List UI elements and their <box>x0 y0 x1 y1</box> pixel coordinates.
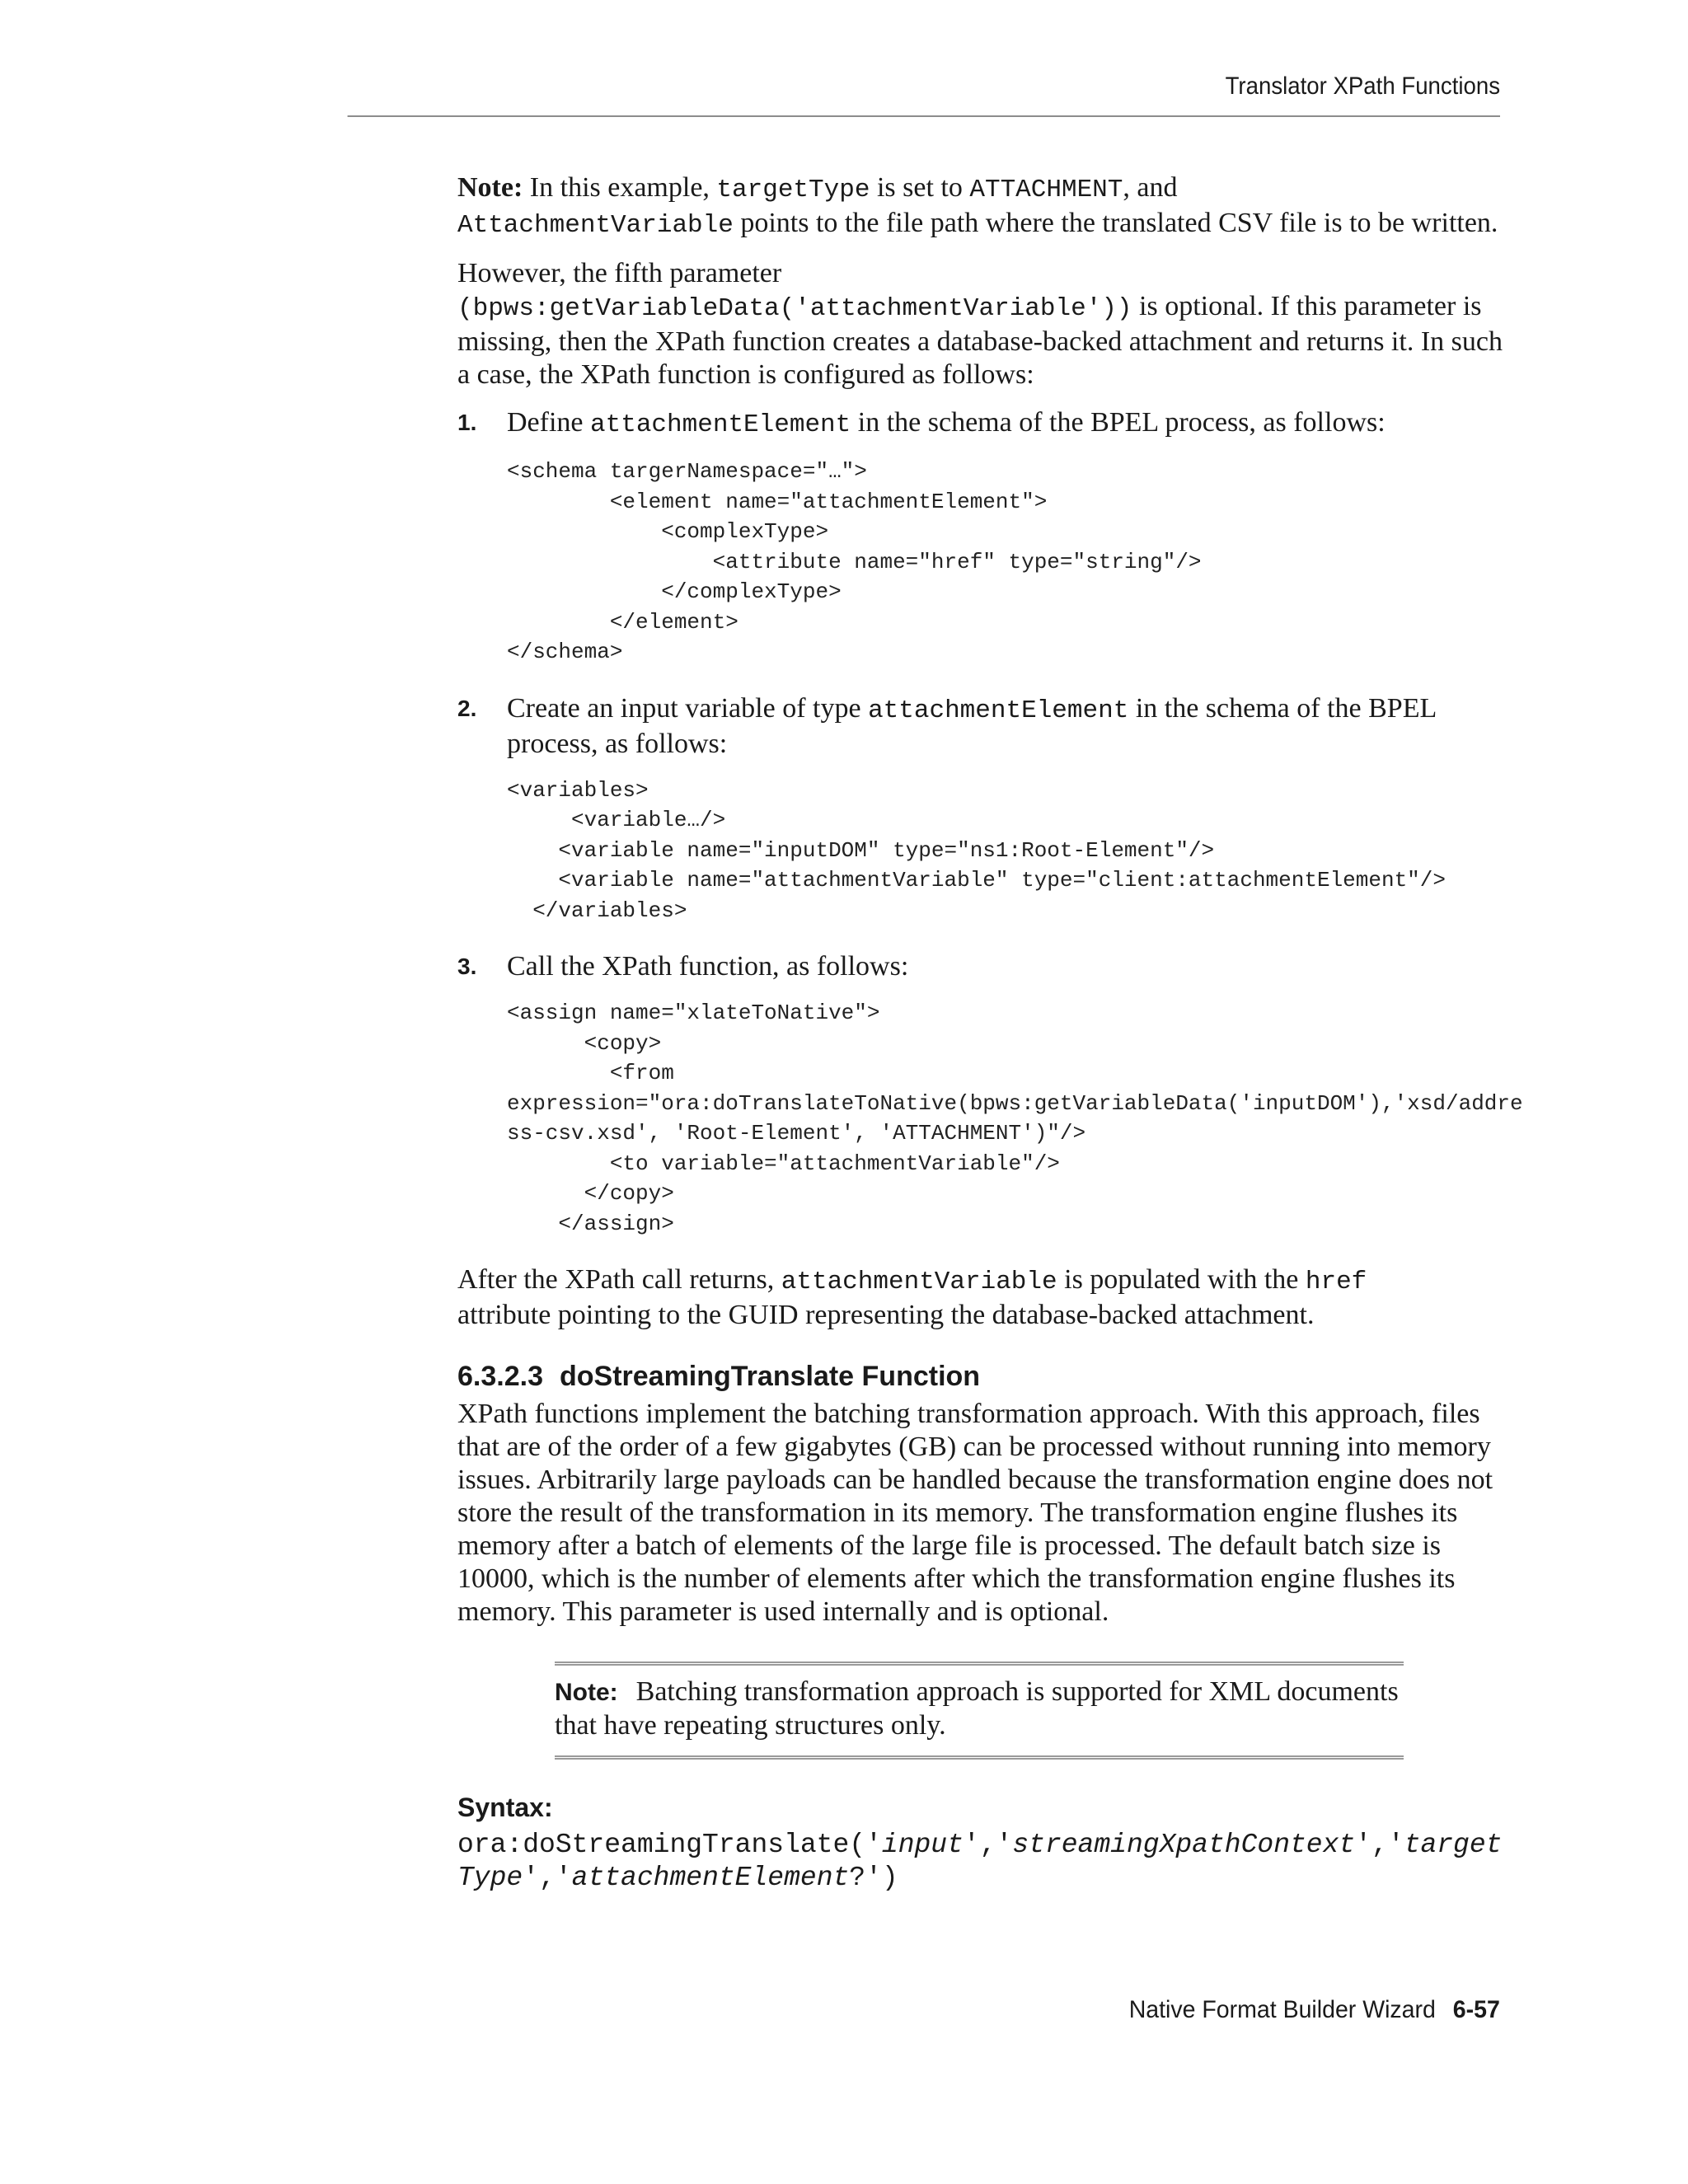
step-text-part: in the schema of the BPEL process, as follows: <box>851 407 1386 438</box>
syntax-arg: target <box>1404 1830 1503 1860</box>
section-heading <box>457 1360 1504 1393</box>
note-text: In this example, <box>523 172 717 203</box>
step-number: 1. <box>457 410 477 435</box>
page-footer <box>1129 1996 1500 2024</box>
note-box-body: Batching transformation approach is supported for XML documents that have repeating structures only. <box>555 1676 1399 1741</box>
step-text-part: in the schema of the BPEL process, as follows: <box>507 692 1436 759</box>
after-call-paragraph <box>457 1263 1504 1332</box>
syntax-part: ',' <box>523 1863 572 1893</box>
page-number: 6-57 <box>1452 1996 1500 2023</box>
paragraph-text: is optional. If this parameter is missing, then the XPath function creates a database-backed attachment and returns it. In such a case, the XPath function is configured as follows: <box>457 291 1503 390</box>
step-text-part: Call the XPath function, as follows: <box>507 951 909 982</box>
running-header <box>348 73 1500 117</box>
syntax-arg: streamingXpathContext <box>1012 1830 1356 1860</box>
syntax-code <box>457 1829 1504 1895</box>
page-content <box>457 171 1523 1895</box>
code-block-variables: <variables> <variable…/> <variable name="inputDOM" type="ns1:Root-Element"/> <variable name="attachmentVariable" type="client:attachmentElement"/> </variables> <box>507 777 1446 923</box>
note-box-label: Note: <box>555 1679 618 1706</box>
inline-code: attachmentVariable <box>781 1268 1057 1296</box>
inline-code: (bpws:getVariableData('attachmentVariable')) <box>457 294 1132 323</box>
inline-code: attachmentElement <box>590 410 851 439</box>
note-text: points to the file path where the translated CSV file is to be written. <box>733 208 1498 238</box>
step-3 <box>457 950 1523 1239</box>
step-1 <box>457 406 1504 668</box>
step-text <box>507 950 1504 983</box>
inline-code: targetType <box>716 176 870 204</box>
note-box <box>555 1661 1404 1760</box>
syntax-arg: Type <box>457 1863 523 1893</box>
syntax-arg: input <box>881 1830 964 1860</box>
note-label: Note: <box>457 172 523 203</box>
note-text: , and <box>1123 172 1178 203</box>
footer-title: Native Format Builder Wizard <box>1128 1996 1437 2023</box>
inline-code: AttachmentVariable <box>457 211 734 240</box>
step-number: 2. <box>457 695 477 721</box>
step-2 <box>457 692 1504 926</box>
paragraph-text: After the XPath call returns, <box>457 1264 781 1295</box>
step-text-part: Create an input variable of type <box>507 692 869 724</box>
syntax-part: ?') <box>849 1863 898 1893</box>
code-block-schema: <schema targerNamespace="…"> <element name="attachmentElement"> <complexType> <attribute name="href" type="string"/> </complexType> </element> </schema> <box>507 459 1202 664</box>
inline-code: ATTACHMENT <box>969 176 1123 204</box>
code-block-assign: <assign name="xlateToNative"> <copy> <from expression="ora:doTranslateToNative(bpws:getVariableData('inputDOM'),'xsd/addre ss-csv.xsd', 'Root-Element', 'ATTACHMENT')"/> <to variable="attachmentVariable"/> </copy> </assign> <box>507 1001 1523 1236</box>
inline-code: attachmentElement <box>868 696 1129 725</box>
note-text: is set to <box>870 172 970 203</box>
step-text <box>507 406 1504 442</box>
section-body: XPath functions implement the batching transformation approach. With this approach, files that are of the order of a few gigabytes (GB) can be processed without running into memory issues. Arbitrarily large payloads can be handled because the transformation engine does not store the result of the transformation in its memory. The transformation engine flushes its memory after a batch of elements of the large file is processed. The default batch size is 10000, which is the number of elements after which the transformation engine flushes its memory. This parameter is used internally and is optional. <box>457 1399 1493 1627</box>
syntax-arg: attachmentElement <box>571 1863 850 1893</box>
paragraph-text: However, the fifth parameter <box>457 258 782 288</box>
step-text <box>507 692 1504 761</box>
optional-param-paragraph <box>457 257 1504 391</box>
step-text-part: Define <box>507 407 591 438</box>
syntax-part: ',' <box>1355 1830 1404 1860</box>
step-number: 3. <box>457 954 477 979</box>
syntax-part: ',' <box>963 1830 1013 1860</box>
syntax-heading: Syntax: <box>457 1793 553 1822</box>
paragraph-text: is populated with the <box>1057 1264 1306 1295</box>
note-paragraph <box>457 171 1504 242</box>
note-box-text <box>555 1675 1404 1742</box>
syntax-part: ora:doStreamingTranslate(' <box>457 1830 882 1860</box>
section-number: 6.3.2.3 <box>457 1361 543 1392</box>
inline-code: href <box>1305 1268 1367 1296</box>
header-title: Translator XPath Functions <box>1225 73 1500 100</box>
section-title: doStreamingTranslate Function <box>559 1361 981 1392</box>
paragraph-text: attribute pointing to the GUID representing the database-backed attachment. <box>457 1300 1315 1330</box>
